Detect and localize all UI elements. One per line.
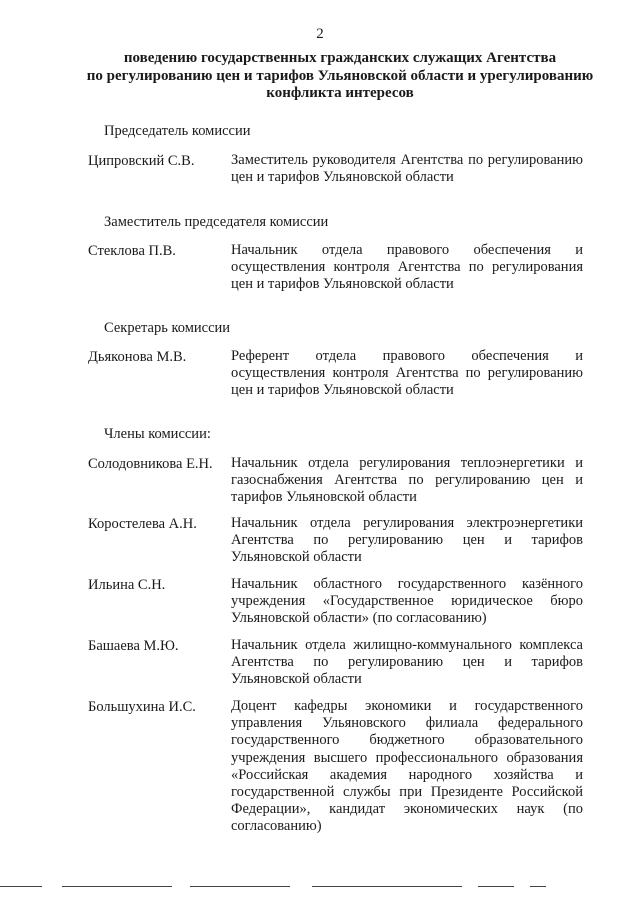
- section-label-secretary: Секретарь комиссии: [104, 320, 231, 336]
- footer-rule: [530, 886, 546, 887]
- footer-rule: [190, 886, 290, 887]
- member-name: Коростелева А.Н.: [88, 516, 197, 532]
- member-name: Ильина С.Н.: [88, 577, 166, 593]
- document-heading: [60, 50, 620, 103]
- footer-rule: [312, 886, 462, 887]
- heading-line: поведению государственных гражданских служащих Агентства: [123, 50, 557, 66]
- section-label-chairman: Председатель комиссии: [104, 123, 251, 139]
- member-name: Дьяконова М.В.: [88, 349, 187, 365]
- heading-line: по регулированию цен и тарифов Ульяновской области и урегулированию: [86, 67, 594, 84]
- member-role: Доцент кафедры экономики и государственного управления Ульяновского филиала федерального государственного бюджетного образовательного учреждения высшего профессионального образования «Российская академия народного хозяйства и государственной службы при Президенте Российской Федерации», кандидат экономических наук (по согласованию): [231, 698, 583, 835]
- member-name: Стеклова П.В.: [88, 243, 176, 259]
- section-label-deputy: Заместитель председателя комиссии: [104, 214, 329, 230]
- member-role: Начальник областного государственного казённого учреждения «Государственное юридическое бюро Ульяновской области» (по согласованию): [231, 576, 583, 627]
- heading-line: конфликта интересов: [266, 85, 414, 101]
- footer-rule: [478, 886, 514, 887]
- member-name: Ципровский С.В.: [88, 153, 195, 169]
- member-role: Начальник отдела правового обеспечения и осуществления контроля Агентства по регулирования цен и тарифов Ульяновской области: [231, 242, 583, 293]
- member-name: Башаева М.Ю.: [88, 638, 179, 654]
- member-name: Солодовникова Е.Н.: [88, 456, 213, 472]
- section-label-members: Члены комиссии:: [104, 426, 211, 442]
- page-number: 2: [316, 26, 324, 42]
- footer-rule: [62, 886, 172, 887]
- member-role: Референт отдела правового обеспечения и осуществления контроля Агентства по регулированию цен и тарифов Ульяновской области: [231, 348, 583, 399]
- footer-rule: [0, 886, 42, 887]
- member-role: Заместитель руководителя Агентства по регулированию цен и тарифов Ульяновской области: [231, 152, 583, 186]
- member-role: Начальник отдела регулирования теплоэнергетики и газоснабжения Агентства по регулированию цен и тарифов Ульяновской области: [231, 455, 583, 506]
- member-name: Большухина И.С.: [88, 699, 196, 715]
- member-role: Начальник отдела регулирования электроэнергетики Агентства по регулированию цен и тарифов Ульяновской области: [231, 515, 583, 566]
- member-role: Начальник отдела жилищно-коммунального комплекса Агентства по регулированию цен и тарифов Ульяновской области: [231, 637, 583, 688]
